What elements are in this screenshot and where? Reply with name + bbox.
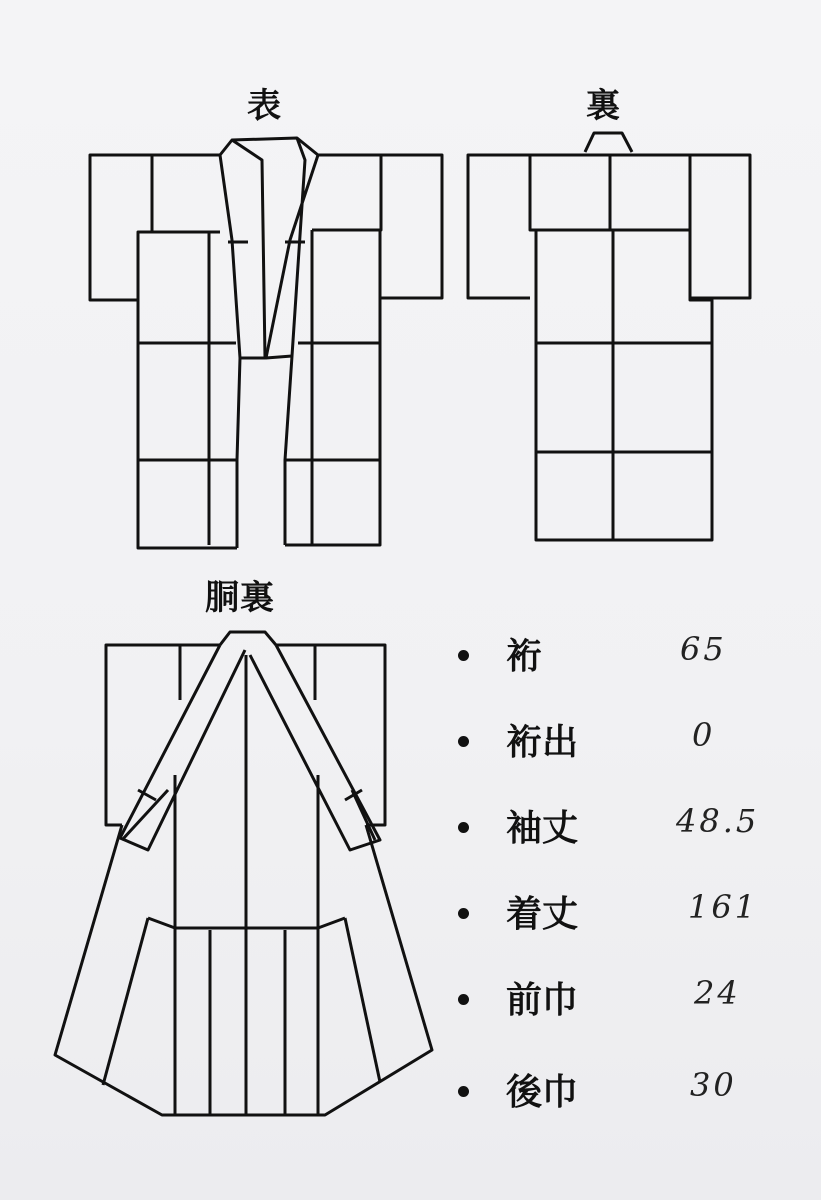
measurement-row	[458, 972, 798, 1032]
front-view-title: 表	[247, 86, 282, 126]
bullet-icon	[458, 736, 469, 747]
measurement-label: 前巾	[506, 980, 579, 1021]
measurement-value: 24	[694, 974, 741, 1012]
back-view-title: 裏	[586, 86, 621, 126]
measurement-label: 着丈	[506, 894, 579, 935]
bullet-icon	[458, 1086, 469, 1097]
bullet-icon	[458, 650, 469, 661]
measurement-row	[458, 628, 798, 688]
measurement-label: 裄出	[506, 722, 579, 763]
measurement-row	[458, 800, 798, 860]
measurement-value: 161	[688, 888, 759, 926]
measurement-value: 48.5	[676, 802, 760, 840]
bullet-icon	[458, 908, 469, 919]
measurement-label: 裄	[506, 636, 543, 677]
bullet-icon	[458, 822, 469, 833]
measurement-row	[458, 1064, 798, 1124]
measurement-row	[458, 714, 798, 774]
lining-view-title: 胴裏	[205, 578, 275, 618]
measurement-value: 0	[692, 716, 716, 754]
measurement-row	[458, 886, 798, 946]
measurement-label: 後巾	[506, 1072, 579, 1113]
measurement-value: 65	[680, 630, 727, 668]
measurement-value: 30	[690, 1066, 737, 1104]
measurement-label: 袖丈	[506, 808, 579, 849]
bullet-icon	[458, 994, 469, 1005]
